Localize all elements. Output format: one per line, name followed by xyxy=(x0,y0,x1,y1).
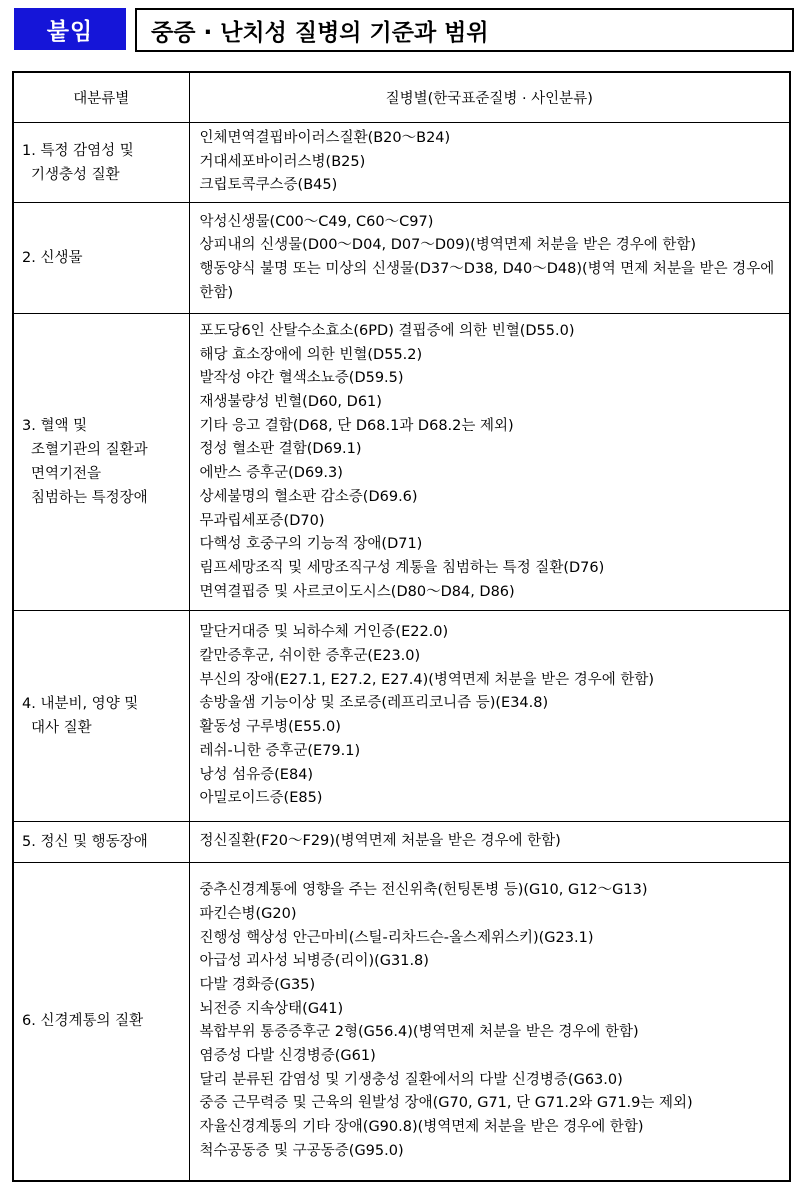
disease-item: 자율신경계통의 기타 장애(G90.8)(병역면제 처분을 받은 경우에 한함) xyxy=(199,1119,644,1136)
disease-item: 면역결핍증 및 사르코이도시스(D80～D84, D86) xyxy=(199,583,515,600)
title-box xyxy=(135,8,794,52)
disease-item: 칼만증후군, 쉬이한 증후군(E23.0) xyxy=(199,648,421,664)
disease-item: 다핵성 호중구의 기능적 장애(D71) xyxy=(199,536,423,553)
disease-item: 송방울샘 기능이상 및 조로증(레프리코니즘 등)(E34.8) xyxy=(199,695,549,712)
category-line: 기생충성 질환 xyxy=(31,166,120,183)
disease-item: 무과립세포증(D70) xyxy=(199,512,325,529)
column-header-disease: 질병별(한국표준질병 · 사인분류) xyxy=(189,72,790,123)
disease-criteria-table xyxy=(12,71,791,1182)
disease-item: 척수공동증 및 구공동증(G95.0) xyxy=(199,1142,404,1159)
disease-item: 크립토콕쿠스증(B45) xyxy=(199,177,338,194)
disease-item: 정신질환(F20～F29)(병역면제 처분을 받은 경우에 한함) xyxy=(199,833,561,850)
category-cell xyxy=(13,863,189,1181)
disease-item: 발작성 야간 혈색소뇨증(D59.5) xyxy=(199,370,404,387)
category-cell xyxy=(13,822,189,863)
category-line: 대사 질환 xyxy=(31,720,92,737)
category-line: 면역기전을 xyxy=(31,466,102,483)
disease-list-cell xyxy=(189,611,790,822)
disease-item: 아밀로이드증(E85) xyxy=(199,790,323,807)
attachment-badge: 붙임 xyxy=(14,8,126,50)
column-header-category: 대분류별 xyxy=(13,72,189,123)
disease-item: 정성 혈소판 결함(D69.1) xyxy=(199,441,362,458)
disease-item: 낭성 섬유증(E84) xyxy=(199,766,314,783)
disease-item: 염증성 다발 신경병증(G61) xyxy=(199,1048,376,1065)
disease-item: 활동성 구루병(E55.0) xyxy=(199,719,341,736)
disease-item: 포도당6인 산탈수소효소(6PD) 결핍증에 의한 빈혈(D55.0) xyxy=(199,322,575,339)
disease-item: 행동양식 불명 또는 미상의 신생물(D37～D38, D40～D48)(병역 면제 처분을 받은 경우에 한함) xyxy=(199,261,775,301)
table-header-row xyxy=(13,72,790,123)
disease-item: 중증 근무력증 및 근육의 원발성 장애(G70, G71, 단 G71.2와 G71.9는 제외) xyxy=(199,1095,693,1112)
category-cell xyxy=(13,611,189,822)
category-line: 6. 신경계통의 질환 xyxy=(22,1013,144,1030)
disease-item: 아급성 괴사성 뇌병증(리이)(G31.8) xyxy=(199,953,429,970)
disease-item: 에반스 증후군(D69.3) xyxy=(199,465,343,482)
category-line: 조혈기관의 질환과 xyxy=(31,442,148,459)
disease-item: 기타 응고 결함(D68, 단 D68.1과 D68.2는 제외) xyxy=(199,417,514,434)
table-row xyxy=(13,822,790,863)
disease-item: 말단거대증 및 뇌하수체 거인증(E22.0) xyxy=(199,624,449,641)
table-row xyxy=(13,863,790,1181)
page-title: 중증 · 난치성 질병의 기준과 범위 xyxy=(151,19,489,46)
disease-item: 림프세망조직 및 세망조직구성 계통을 침범하는 특정 질환(D76) xyxy=(199,559,605,576)
category-line: 3. 혈액 및 xyxy=(22,418,88,435)
disease-item: 뇌전증 지속상태(G41) xyxy=(199,1000,344,1017)
disease-item: 달리 분류된 감염성 및 기생충성 질환에서의 다발 신경병증(G63.0) xyxy=(199,1071,623,1088)
category-line: 침범하는 특정장애 xyxy=(31,490,148,507)
disease-item: 상세불명의 혈소판 감소증(D69.6) xyxy=(199,488,418,505)
disease-item: 해당 효소장애에 의한 빈혈(D55.2) xyxy=(199,346,423,363)
category-line: 5. 정신 및 행동장애 xyxy=(22,834,148,851)
disease-item: 중추신경계통에 영향을 주는 전신위축(헌팅톤병 등)(G10, G12～G13) xyxy=(199,882,648,899)
table-row xyxy=(13,123,790,203)
category-line: 2. 신생물 xyxy=(22,250,83,267)
category-cell xyxy=(13,314,189,611)
document-header xyxy=(14,6,792,50)
disease-item: 악성신생물(C00～C49, C60～C97) xyxy=(199,213,434,230)
disease-item: 인체면역결핍바이러스질환(B20～B24) xyxy=(199,130,451,146)
category-cell xyxy=(13,203,189,314)
disease-item: 레쉬-니한 증후군(E79.1) xyxy=(199,742,361,759)
disease-item: 상피내의 신생물(D00～D04, D07～D09)(병역면제 처분을 받은 경우에 한함) xyxy=(199,237,697,254)
disease-list-cell xyxy=(189,822,790,863)
disease-item: 복합부위 통증증후군 2형(G56.4)(병역면제 처분을 받은 경우에 한함) xyxy=(199,1024,639,1041)
disease-item: 재생불량성 빈혈(D60, D61) xyxy=(199,394,382,410)
disease-list-cell xyxy=(189,314,790,611)
table-row xyxy=(13,611,790,822)
category-cell xyxy=(13,123,189,203)
category-line: 4. 내분비, 영양 및 xyxy=(22,696,139,713)
disease-item: 거대세포바이러스병(B25) xyxy=(199,153,366,170)
disease-item: 진행성 핵상성 안근마비(스틸-리차드슨-올스제위스키)(G23.1) xyxy=(199,929,594,946)
table-row xyxy=(13,314,790,611)
disease-list-cell xyxy=(189,203,790,314)
disease-item: 파킨슨병(G20) xyxy=(199,905,297,922)
category-line: 1. 특정 감염성 및 xyxy=(22,142,134,159)
disease-list-cell xyxy=(189,123,790,203)
disease-item: 다발 경화증(G35) xyxy=(199,976,316,993)
table-row xyxy=(13,203,790,314)
disease-item: 부신의 장애(E27.1, E27.2, E27.4)(병역면제 처분을 받은 경우에 한함) xyxy=(199,671,655,688)
disease-list-cell xyxy=(189,863,790,1181)
